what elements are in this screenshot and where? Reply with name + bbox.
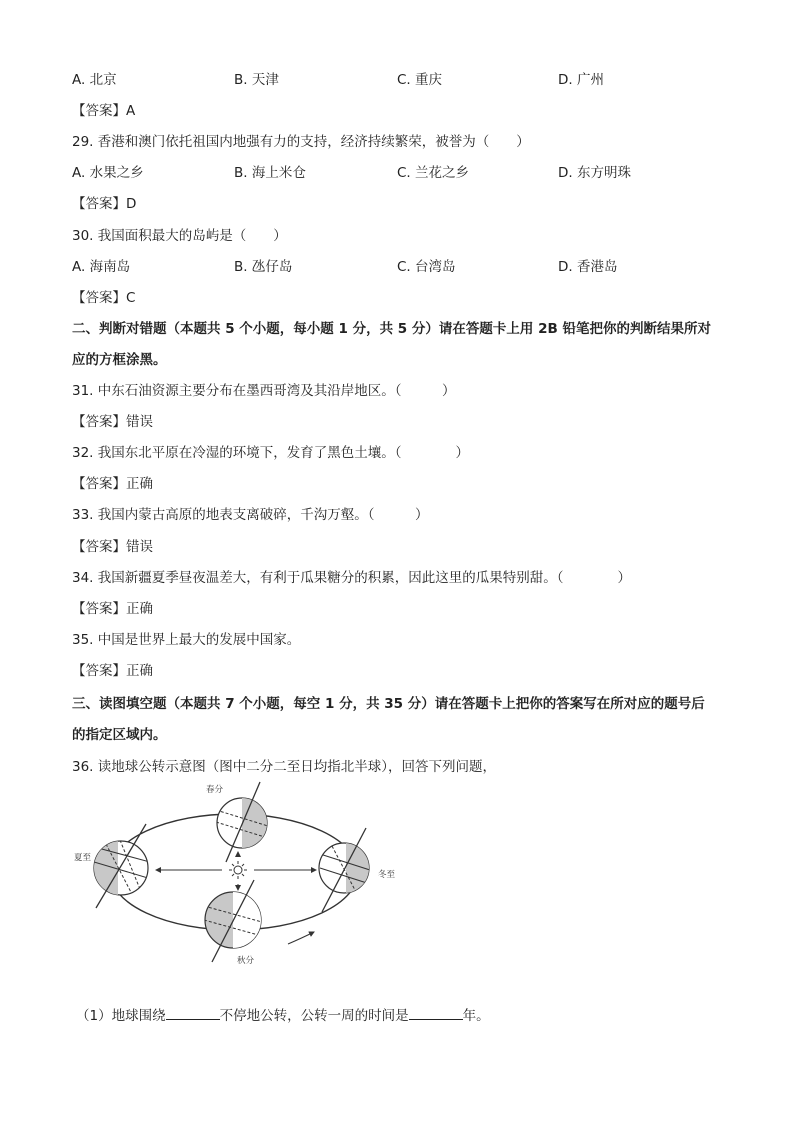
q36-sub1 bbox=[76, 1004, 490, 1024]
earth-spring-equinox bbox=[216, 782, 272, 862]
earth-winter-solstice bbox=[319, 828, 372, 912]
earth-summer-solstice bbox=[90, 824, 150, 908]
sun-icon bbox=[229, 861, 247, 879]
q34-stem: 34. 我国新疆夏季昼夜温差大，有利于瓜果糖分的积累，因此这里的瓜果特别甜。（ ） bbox=[72, 570, 632, 586]
q33-answer: 【答案】错误 bbox=[72, 539, 153, 555]
q33-stem: 33. 我国内蒙古高原的地表支离破碎，千沟万壑。（ ） bbox=[72, 507, 429, 523]
q32-answer: 【答案】正确 bbox=[72, 476, 153, 492]
q29-option-b: B. 海上米仓 bbox=[234, 165, 306, 181]
q31-answer: 【答案】错误 bbox=[72, 414, 153, 430]
section2-heading: 二、判断对错题（本题共 5 个小题，每小题 1 分，共 5 分）请在答题卡上用 2B 铅笔把你的判断结果所对 bbox=[72, 321, 711, 337]
q36-sub1-text-c: 年。 bbox=[462, 1008, 490, 1024]
q29-option-c: C. 兰花之乡 bbox=[397, 165, 470, 181]
answer-blank-1[interactable] bbox=[166, 1005, 220, 1020]
label-autumn-equinox: 秋分 bbox=[237, 956, 255, 966]
q30-option-c: C. 台湾岛 bbox=[397, 259, 456, 275]
section3-heading: 三、读图填空题（本题共 7 个小题，每空 1 分，共 35 分）请在答题卡上把你的答案写在所对应的题号后 bbox=[72, 696, 705, 712]
q35-answer: 【答案】正确 bbox=[72, 663, 153, 679]
q30-answer: 【答案】C bbox=[72, 290, 136, 306]
q30-option-a: A. 海南岛 bbox=[72, 259, 131, 275]
q36-sub1-text-b: 不停地公转，公转一周的时间是 bbox=[219, 1008, 409, 1024]
section2-heading-cont: 应的方框涂黑。 bbox=[72, 352, 167, 368]
label-spring-equinox: 春分 bbox=[206, 785, 224, 795]
q30-stem: 30. 我国面积最大的岛屿是（ ） bbox=[72, 228, 287, 244]
earth-revolution-diagram bbox=[76, 782, 416, 972]
q29-option-a: A. 水果之乡 bbox=[72, 165, 144, 181]
q32-stem: 32. 我国东北平原在冷湿的环境下，发育了黑色土壤。（ ） bbox=[72, 445, 470, 461]
q35-stem: 35. 中国是世界上最大的发展中国家。 bbox=[72, 632, 301, 648]
q36-stem: 36. 读地球公转示意图（图中二分二至日均指北半球），回答下列问题， bbox=[72, 759, 497, 775]
q29-answer: 【答案】D bbox=[72, 196, 137, 212]
answer-blank-2[interactable] bbox=[409, 1005, 463, 1020]
q29-option-d: D. 东方明珠 bbox=[558, 165, 631, 181]
earth-autumn-equinox bbox=[204, 880, 263, 962]
q36-sub1-text-a: （1）地球围绕 bbox=[76, 1008, 166, 1024]
q28-option-b: B. 天津 bbox=[234, 72, 279, 88]
label-summer-solstice: 夏至 bbox=[74, 853, 92, 863]
section3-heading-cont: 的指定区域内。 bbox=[72, 727, 167, 743]
q34-answer: 【答案】正确 bbox=[72, 601, 153, 617]
q31-stem: 31. 中东石油资源主要分布在墨西哥湾及其沿岸地区。（ ） bbox=[72, 383, 456, 399]
revolution-direction-arrow bbox=[288, 932, 314, 944]
q28-option-d: D. 广州 bbox=[558, 72, 604, 88]
q28-option-a: A. 北京 bbox=[72, 72, 117, 88]
q28-answer: 【答案】A bbox=[72, 103, 136, 119]
q28-option-c: C. 重庆 bbox=[397, 72, 443, 88]
q30-option-d: D. 香港岛 bbox=[558, 259, 618, 275]
q29-stem: 29. 香港和澳门依托祖国内地强有力的支持，经济持续繁荣，被誉为（ ） bbox=[72, 134, 530, 150]
q30-option-b: B. 氹仔岛 bbox=[234, 259, 293, 275]
sun-ray-arrows bbox=[156, 852, 316, 890]
label-winter-solstice: 冬至 bbox=[378, 870, 396, 880]
